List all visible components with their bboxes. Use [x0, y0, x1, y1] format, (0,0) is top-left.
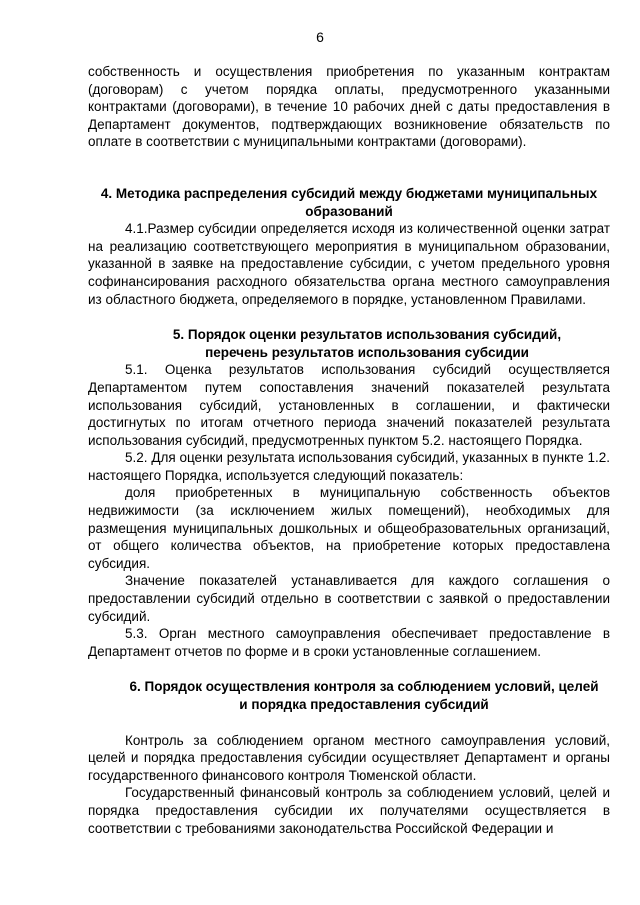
section-4-paragraph-1: 4.1.Размер субсидии определяется исходя из количественной оценки затрат на реализацию соответствующего мероприятия в муниципальном образовании, указанной в заявке на предоставление субсидии, с учетом предельного уровня софинансирования расходного обязательства органа местного самоуправления из областного бюджета, определяемого в порядке, установленном Правилами.	[88, 221, 610, 307]
section-6-heading-line-2: и порядка предоставления субсидий	[239, 697, 489, 712]
spacer	[88, 660, 610, 678]
section-5-paragraph-5: 5.3. Орган местного самоуправления обеспечивает предоставление в Департамент отчетов по форме и в сроки установленные соглашением.	[88, 626, 610, 659]
section-4-heading-line-1: 4. Методика распределения субсидий между бюджетами муниципальных	[100, 185, 598, 201]
section-6-heading-line-1: 6. Порядок осуществления контроля за соблюдением условий, целей	[129, 679, 599, 695]
section-4-heading-line-2: образований	[305, 203, 393, 219]
section-5-paragraph-3: доля приобретенных в муниципальную собственность объектов недвижимости (за исключением жилых помещений), необходимых для размещения муниципальных дошкольных и общеобразовательных организаций, от общего количества объектов, на приобретение которых предоставлена субсидия.	[88, 485, 610, 571]
section-4-heading	[88, 185, 610, 220]
section-6-paragraph-1: Контроль за соблюдением органом местного самоуправления условий, целей и порядка предоставления субсидии осуществляет Департамент и органы государственного финансового контроля Тюменской области.	[88, 732, 610, 783]
section-6-heading	[88, 678, 610, 713]
section-5-paragraph-1: 5.1. Оценка результатов использования субсидий осуществляется Департаментом путем сопоставления значений показателей результата использования субсидий, установленных в соглашении, и фактически достигнутых по итогам отчетного периода значений показателей результата использования субсидий, предусмотренных пунктом 5.2. настоящего Порядка.	[88, 362, 610, 448]
spacer	[88, 308, 610, 326]
spacer	[88, 151, 610, 185]
section-5-heading-line-2: перечень результатов использования субсидии	[205, 344, 529, 360]
intro-paragraph: собственность и осуществления приобретения по указанным контрактам (договорам) с учетом порядка оплаты, предусмотренного указанными контрактами (договорами), в течение 10 рабочих дней с даты предоставления в Департамент документов, подтверждающих возникновение обязательств по оплате в соответствии с муниципальными контрактами (договорами).	[88, 64, 610, 150]
spacer	[88, 714, 610, 732]
document-body	[88, 63, 610, 837]
section-6-paragraph-2: Государственный финансовый контроль за соблюдением условий, целей и порядка предоставления субсидии их получателями осуществляется в соответствии с требованиями законодательства Российской Федерации и	[88, 785, 610, 836]
section-5-heading	[88, 326, 610, 361]
page-number: 6	[316, 29, 324, 45]
section-5-paragraph-2: 5.2. Для оценки результата использования субсидий, указанных в пункте 1.2. настоящего Порядка, используется следующий показатель:	[88, 450, 610, 483]
section-5-heading-line-1: 5. Порядок оценки результатов использования субсидий,	[172, 327, 562, 343]
section-5-paragraph-4: Значение показателей устанавливается для каждого соглашения о предоставлении субсидий отдельно в соответствии с заявкой о предоставлении субсидий.	[88, 573, 610, 624]
